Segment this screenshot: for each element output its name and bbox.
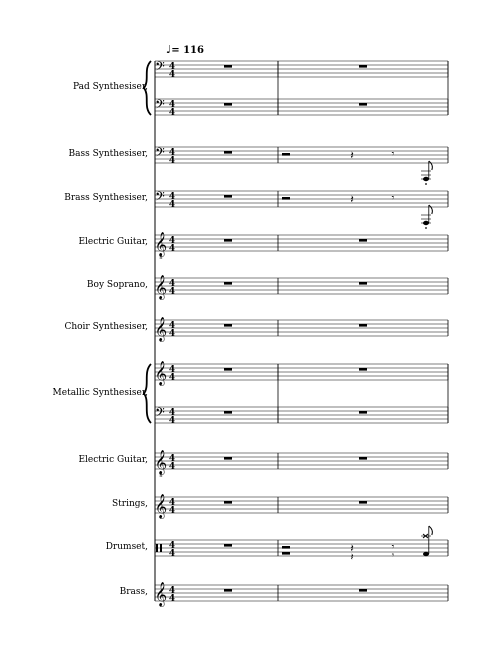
time-signature-top: 4 bbox=[168, 100, 176, 110]
time-signature-bottom: 4 bbox=[168, 287, 176, 297]
time-signature-bottom: 4 bbox=[168, 373, 176, 383]
time-signature-bottom: 4 bbox=[168, 594, 176, 604]
tempo-equals: = bbox=[171, 45, 184, 56]
time-signature-top: 4 bbox=[168, 454, 176, 464]
instrument-label: Metallic Synthesiser, bbox=[52, 387, 148, 398]
instrument-label: Boy Soprano, bbox=[86, 280, 148, 290]
whole-rest bbox=[359, 65, 367, 68]
quarter-rest-icon: 𝄽 bbox=[350, 552, 354, 563]
half-rest bbox=[282, 552, 290, 555]
quarter-rest-icon: 𝄽 bbox=[350, 193, 354, 206]
time-signature-top: 4 bbox=[168, 62, 176, 72]
instrument-label: Choir Synthesiser, bbox=[64, 322, 148, 332]
quarter-note-icon: ♩ bbox=[166, 43, 172, 56]
instrument-label: Electric Guitar, bbox=[78, 455, 148, 465]
treble-clef-icon: 𝄞 bbox=[154, 232, 168, 256]
time-signature-bottom: 4 bbox=[168, 244, 176, 254]
note-flag bbox=[429, 205, 433, 214]
eighth-rest-icon: 𝄾 bbox=[391, 149, 395, 160]
time-signature-bottom: 4 bbox=[168, 549, 176, 559]
whole-rest bbox=[224, 501, 232, 504]
whole-rest bbox=[359, 589, 367, 592]
time-signature-top: 4 bbox=[168, 279, 176, 289]
treble-clef-icon: 𝄞 bbox=[154, 450, 168, 474]
treble-clef-icon: 𝄞 bbox=[154, 361, 168, 385]
percussion-clef-icon bbox=[160, 544, 162, 552]
quarter-rest-icon: 𝄽 bbox=[350, 149, 354, 162]
whole-rest bbox=[224, 589, 232, 592]
whole-rest bbox=[224, 195, 232, 198]
time-signature-bottom: 4 bbox=[168, 329, 176, 339]
half-rest bbox=[282, 197, 290, 200]
whole-rest bbox=[359, 324, 367, 327]
eighth-rest-icon: 𝄾 bbox=[391, 551, 395, 561]
note-head bbox=[423, 177, 429, 181]
eighth-rest-icon: 𝄾 bbox=[391, 542, 395, 553]
whole-rest bbox=[224, 151, 232, 154]
note-head bbox=[423, 221, 429, 225]
whole-rest bbox=[224, 544, 232, 547]
note-flag bbox=[429, 526, 433, 535]
eighth-rest-icon: 𝄾 bbox=[391, 193, 395, 204]
bass-clef-icon: 𝄢 bbox=[155, 405, 165, 423]
octave-marker: 8 bbox=[159, 255, 163, 261]
time-signature-bottom: 4 bbox=[168, 70, 176, 80]
quarter-rest-icon: 𝄽 bbox=[350, 542, 354, 555]
time-signature-top: 4 bbox=[168, 586, 176, 596]
time-signature-top: 4 bbox=[168, 541, 176, 551]
note-flag bbox=[429, 161, 433, 170]
whole-rest bbox=[224, 65, 232, 68]
half-rest bbox=[282, 546, 290, 549]
bass-clef-icon: 𝄢 bbox=[155, 97, 165, 115]
time-signature-top: 4 bbox=[168, 498, 176, 508]
whole-rest bbox=[359, 103, 367, 106]
time-signature-top: 4 bbox=[168, 365, 176, 375]
staccato-dot bbox=[425, 183, 427, 185]
whole-rest bbox=[359, 411, 367, 414]
time-signature-bottom: 4 bbox=[168, 506, 176, 516]
tempo-value: 116 bbox=[183, 45, 204, 56]
bass-clef-icon: 𝄢 bbox=[155, 59, 165, 77]
instrument-label: Bass Synthesiser, bbox=[68, 149, 148, 159]
whole-rest bbox=[359, 368, 367, 371]
grand-staff-brace bbox=[144, 61, 151, 115]
whole-rest bbox=[224, 282, 232, 285]
whole-rest bbox=[224, 368, 232, 371]
whole-rest bbox=[224, 324, 232, 327]
instrument-label: Electric Guitar, bbox=[78, 237, 148, 247]
treble-clef-icon: 𝄞 bbox=[154, 582, 168, 606]
whole-rest bbox=[224, 457, 232, 460]
whole-rest bbox=[359, 457, 367, 460]
time-signature-bottom: 4 bbox=[168, 462, 176, 472]
time-signature-bottom: 4 bbox=[168, 156, 176, 166]
instrument-label: Drumset, bbox=[105, 542, 148, 552]
staccato-dot bbox=[425, 227, 427, 229]
treble-clef-icon: 𝄞 bbox=[154, 275, 168, 299]
whole-rest bbox=[359, 239, 367, 242]
time-signature-bottom: 4 bbox=[168, 108, 176, 118]
time-signature-bottom: 4 bbox=[168, 416, 176, 426]
time-signature-top: 4 bbox=[168, 148, 176, 158]
grand-staff-brace bbox=[144, 364, 151, 423]
instrument-label: Pad Synthesiser, bbox=[72, 82, 148, 92]
bass-clef-icon: 𝄢 bbox=[155, 145, 165, 163]
whole-rest bbox=[224, 411, 232, 414]
time-signature-top: 4 bbox=[168, 321, 176, 331]
treble-clef-icon: 𝄞 bbox=[154, 494, 168, 518]
time-signature-top: 4 bbox=[168, 192, 176, 202]
whole-rest bbox=[224, 239, 232, 242]
whole-rest bbox=[359, 501, 367, 504]
octave-marker: 8 bbox=[159, 473, 163, 479]
whole-rest bbox=[359, 282, 367, 285]
time-signature-top: 4 bbox=[168, 236, 176, 246]
instrument-label: Brass Synthesiser, bbox=[64, 193, 148, 203]
half-rest bbox=[282, 153, 290, 156]
whole-rest bbox=[224, 103, 232, 106]
instrument-label: Brass, bbox=[119, 587, 148, 597]
drum-note-head bbox=[423, 552, 429, 556]
treble-clef-icon: 𝄞 bbox=[154, 317, 168, 341]
time-signature-top: 4 bbox=[168, 408, 176, 418]
bass-clef-icon: 𝄢 bbox=[155, 189, 165, 207]
time-signature-bottom: 4 bbox=[168, 200, 176, 210]
instrument-label: Strings, bbox=[112, 499, 148, 509]
percussion-clef-icon bbox=[156, 544, 158, 552]
